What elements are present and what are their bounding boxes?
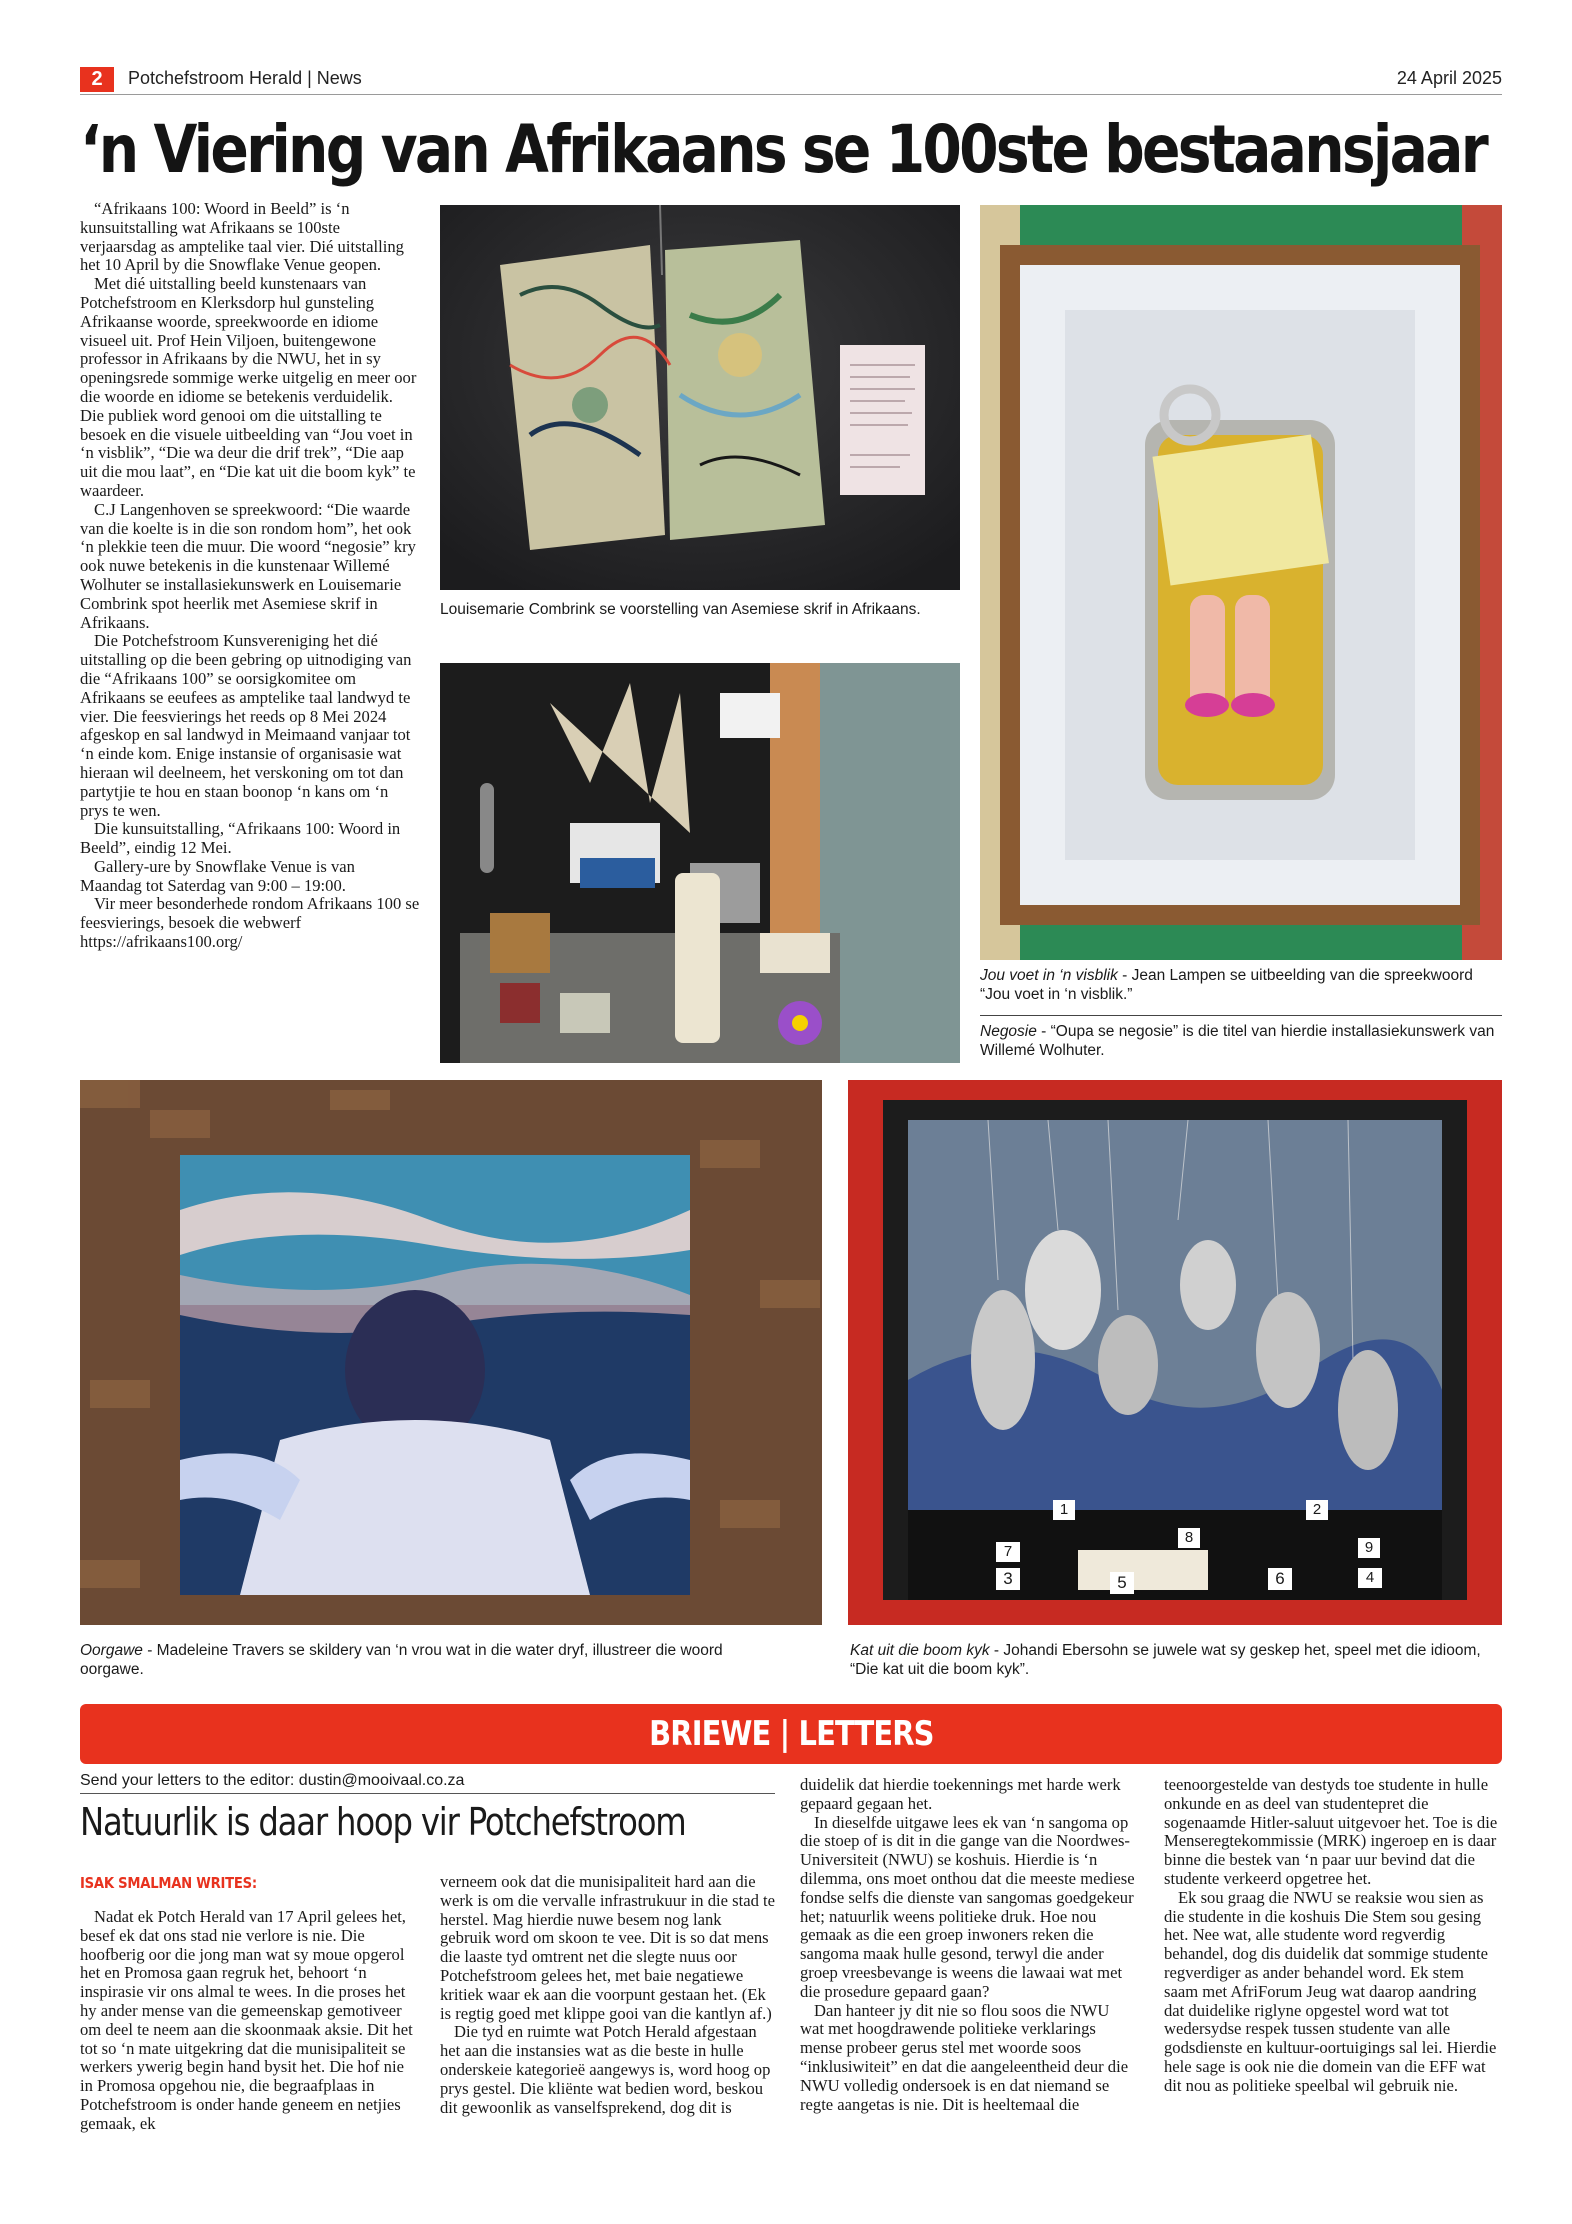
letter-column-3 xyxy=(800,1776,1136,2114)
spoon-label: 9 xyxy=(1358,1538,1380,1558)
letter-paragraph: Ek sou graag die NWU se reaksie wou sien as die studente in die koshuis Die Stem sou gesing het. Nee wat, alle studente word regverdig behandel, dog dis duidelik dat sommige studente regverdiger as ander behandel word. Ek stem saam met AfriForum Jeug wat daarop aandring dat duidelike riglyne opgestel word wat tot wedersydse respek tussen studente van alle godsdienste en kultuur-oortuigings sal lei. Hierdie hele sage is ook nie die domein van die EFF wat dit nou as politieke speelbal wil gebruik nie. xyxy=(1164,1887,1497,2095)
caption-text: - Madeleine Travers se skildery van ‘n vrou wat in die water dryf, illustreer die woord oorgawe. xyxy=(80,1642,723,1678)
article-paragraph: Gallery-ure by Snowflake Venue is van Maandag tot Saterdag van 9:00 – 19:00. xyxy=(80,856,355,895)
caption-text: - “Oupa se negosie” is die titel van hierdie installasiekunswerk van Willemé Wolhuter. xyxy=(980,1023,1495,1059)
letter-paragraph: Dan hanteer jy dit nie so flou soos die NWU wat met hoogdrawende politieke verklarings mense probeer gerus stel met woorde soos “inklusiwiteit” en dat die aangeleentheid deur die NWU volledig ondersoek is en dat niemand se regte aangetas is nie. Dit is heeltemaal die xyxy=(800,2000,1129,2114)
header-rule xyxy=(80,94,1502,95)
article-paragraph: Vir meer besonderhede rondom Afrikaans 100 se feesvierings, besoek die webwerf https://afrikaans100.org/ xyxy=(80,894,420,952)
letter-column-1 xyxy=(80,1908,416,2134)
spoon-label: 3 xyxy=(996,1568,1020,1590)
letter-paragraph: verneem ook dat die munisipaliteit hard aan die werk is om die vervalle infrastrukuur in die stad te herstel. Mag hierdie nuwe besem nog lank gebruik word om skoon te vee. Dit is so dat mens die laaste tyd omtrent net die slegte nuus oor Potchefstroom gelees het, met baie negatiewe kritiek waar ek aan die voorpunt gestaan het. (Ek is regtig goed met klippe gooi van die kantlyn af.) xyxy=(440,1872,776,2023)
article-paragraph: C.J Langenhoven se spreekwoord: “Die waarde van die koelte is in die son rondom hom”, het ook ‘n plekkie teen die muur. Die woord “negosie” kry ook nuwe betekenis in die kunstenaar Willemé Wolhuter se installasiekunswerk en Louisemarie Combrink spot heerlik met Asemiese skrif in Afrikaans. xyxy=(80,499,416,632)
letters-banner-label: BRIEWE | LETTERS xyxy=(648,1714,934,1754)
caption-kat xyxy=(850,1641,1502,1679)
caption-rule xyxy=(980,1015,1502,1016)
article-paragraph: Die kunsuitstalling, “Afrikaans 100: Woord in Beeld”, eindig 12 Mei. xyxy=(80,819,401,858)
spoon-label: 6 xyxy=(1268,1568,1292,1590)
letter-byline: ISAK SMALMAN WRITES: xyxy=(80,1874,257,1892)
letter-paragraph: teenoorgestelde van destyds toe studente in hulle onkunde en as deel van studentepret die sogenaamde Hitler-saluut uitgevoer het. Toe is die Menseregtekommissie (MRK) ingeroep en is daar binne die bestek van ‘n paar uur bevind dat die studente verkeerd opgetree het. xyxy=(1164,1775,1498,1888)
photo-negosie xyxy=(440,663,960,1063)
caption-lead: Oorgawe xyxy=(80,1642,143,1659)
spoon-label: 8 xyxy=(1178,1528,1200,1548)
photo-asemic-book xyxy=(440,205,960,590)
letter-headline: Natuurlik is daar hoop vir Potchefstroom xyxy=(80,1800,686,1844)
spoon-label: 7 xyxy=(996,1542,1020,1562)
letters-send-line: Send your letters to the editor: dustin@mooivaal.co.za xyxy=(80,1772,465,1789)
caption-lead: Kat uit die boom kyk xyxy=(850,1642,990,1659)
letter-paragraph: Nadat ek Potch Herald van 17 April gelees het, besef ek dat ons stad nie verlore is nie. Die hoofberig oor die jong man wat sy moue opgerol het en Promosa gaan regruk het, behoort ‘n inspirasie vir ons almal te wees. In die proses het hy ander mense van die gemeenskap gemotiveer om deel te neem aan die skoonmaak aksie. Dit het tot so ‘n mate uitgekring dat die munisipaliteit se werkers ywerig begin hand bysit het. Die hof nie in Promosa opgehou nie, die begraafplaas in Potchefstroom is onder hande geneem en netjies gemaak, ek xyxy=(80,1907,413,2133)
article-paragraph: “Afrikaans 100: Woord in Beeld” is ‘n kunsuitstalling wat Afrikaans se 100ste verjaarsdag as amptelike taal vier. Dié uitstalling het 10 April by die Snowflake Venue geopen. xyxy=(80,199,404,275)
letter-paragraph: duidelik dat hierdie toekennings met harde werk gepaard gegaan het. xyxy=(800,1775,1121,1813)
letter-column-4 xyxy=(1164,1776,1500,2096)
letter-paragraph: In dieselfde uitgawe lees ek van ‘n sangoma op die stoep of is dit in die gange van die Noordwes-Universiteit (NWU) se koshuis. Hierdie is ‘n dilemma, ons moet onthou dat die meeste mediese fondse selfs die dienste van sangomas goedgekeur het; natuurlik weens politieke druk. Hoe nou gemaak as die een groep inwoners reken die sangoma maak hulle gesond, terwyl die ander groep vreesbevange is weens die lawaai wat met die prosedure gepaard gaan? xyxy=(800,1812,1135,2001)
letters-rule xyxy=(80,1793,775,1794)
caption-lead: Negosie xyxy=(980,1023,1037,1040)
caption-text: Louisemarie Combrink se voorstelling van Asemiese skrif in Afrikaans. xyxy=(440,601,921,618)
section-label: Potchefstroom Herald | News xyxy=(128,68,362,88)
spoon-label: 4 xyxy=(1358,1568,1382,1588)
photo-oorgawe xyxy=(80,1080,822,1625)
article-body xyxy=(80,200,420,952)
caption-visblik xyxy=(980,966,1500,1004)
page-number: 2 xyxy=(80,67,114,92)
article-paragraph: Die Potchefstroom Kunsvereniging het dié uitstalling op die been gebring op uitnodiging van die “Afrikaans 100” se oorsigkomitee om Afrikaans se eeufees as amptelike taal landwyd te vier. Die feesvierings het reeds op 8 Mei 2024 afgeskop en sal landwyd in Meimaand vanjaar tot ‘n einde kom. Enige instansie of organisasie wat hieraan wil deelneem, het verskoning om tot dan partytjie te hou en staan boonop ‘n kans om ‘n prys te wen. xyxy=(80,631,412,820)
caption-oorgawe xyxy=(80,1641,760,1679)
spoon-label: 1 xyxy=(1053,1500,1075,1520)
caption-lead: Jou voet in ‘n visblik xyxy=(980,967,1118,984)
spoon-label: 2 xyxy=(1306,1500,1328,1520)
article-headline: ‘n Viering van Afrikaans se 100ste bestaansjaar xyxy=(80,111,1486,188)
letter-paragraph: Die tyd en ruimte wat Potch Herald afgestaan het aan die instansies wat as die beste in hulle onderskeie kategorieë aangewys is, word hoog op prys gestel. Die kliënte wat bedien word, beskou dit gewoonlik as vanselfsprekend, dog dit is xyxy=(440,2022,771,2117)
caption-text: - Jean Lampen se uitbeelding van die spreekwoord “Jou voet in ‘n visblik.” xyxy=(980,967,1473,1003)
caption-text: - Johandi Ebersohn se juwele wat sy geskep het, speel met die idioom, “Die kat uit die boom kyk”. xyxy=(850,1642,1481,1678)
article-paragraph: Met dié uitstalling beeld kunstenaars van Potchefstroom en Klerksdorp hul gunsteling Afrikaanse woorde, spreekwoorde en idiome visueel uit. Prof Hein Viljoen, buitengewone professor in Afrikaans by die NWU, het in sy openingsrede sommige werke uitgelig en meer oor die woorde en idiome se betekenis verduidelik. Die publiek word genooi om die uitstalling te besoek en die visuele uitbeelding van “Jou voet in ‘n visblik”, “Die wa deur die drif trek”, “Die aap uit die mou laat”, en “Die kat uit die boom kyk” te waardeer. xyxy=(80,274,417,500)
photo-visblik xyxy=(980,205,1502,960)
letters-banner xyxy=(80,1704,1502,1764)
photo-kat xyxy=(848,1080,1502,1625)
letter-column-2 xyxy=(440,1873,776,2117)
spoon-label: 5 xyxy=(1110,1572,1134,1594)
issue-date: 24 April 2025 xyxy=(1396,68,1502,88)
caption-negosie xyxy=(980,1022,1500,1060)
caption-asemic xyxy=(440,600,960,619)
